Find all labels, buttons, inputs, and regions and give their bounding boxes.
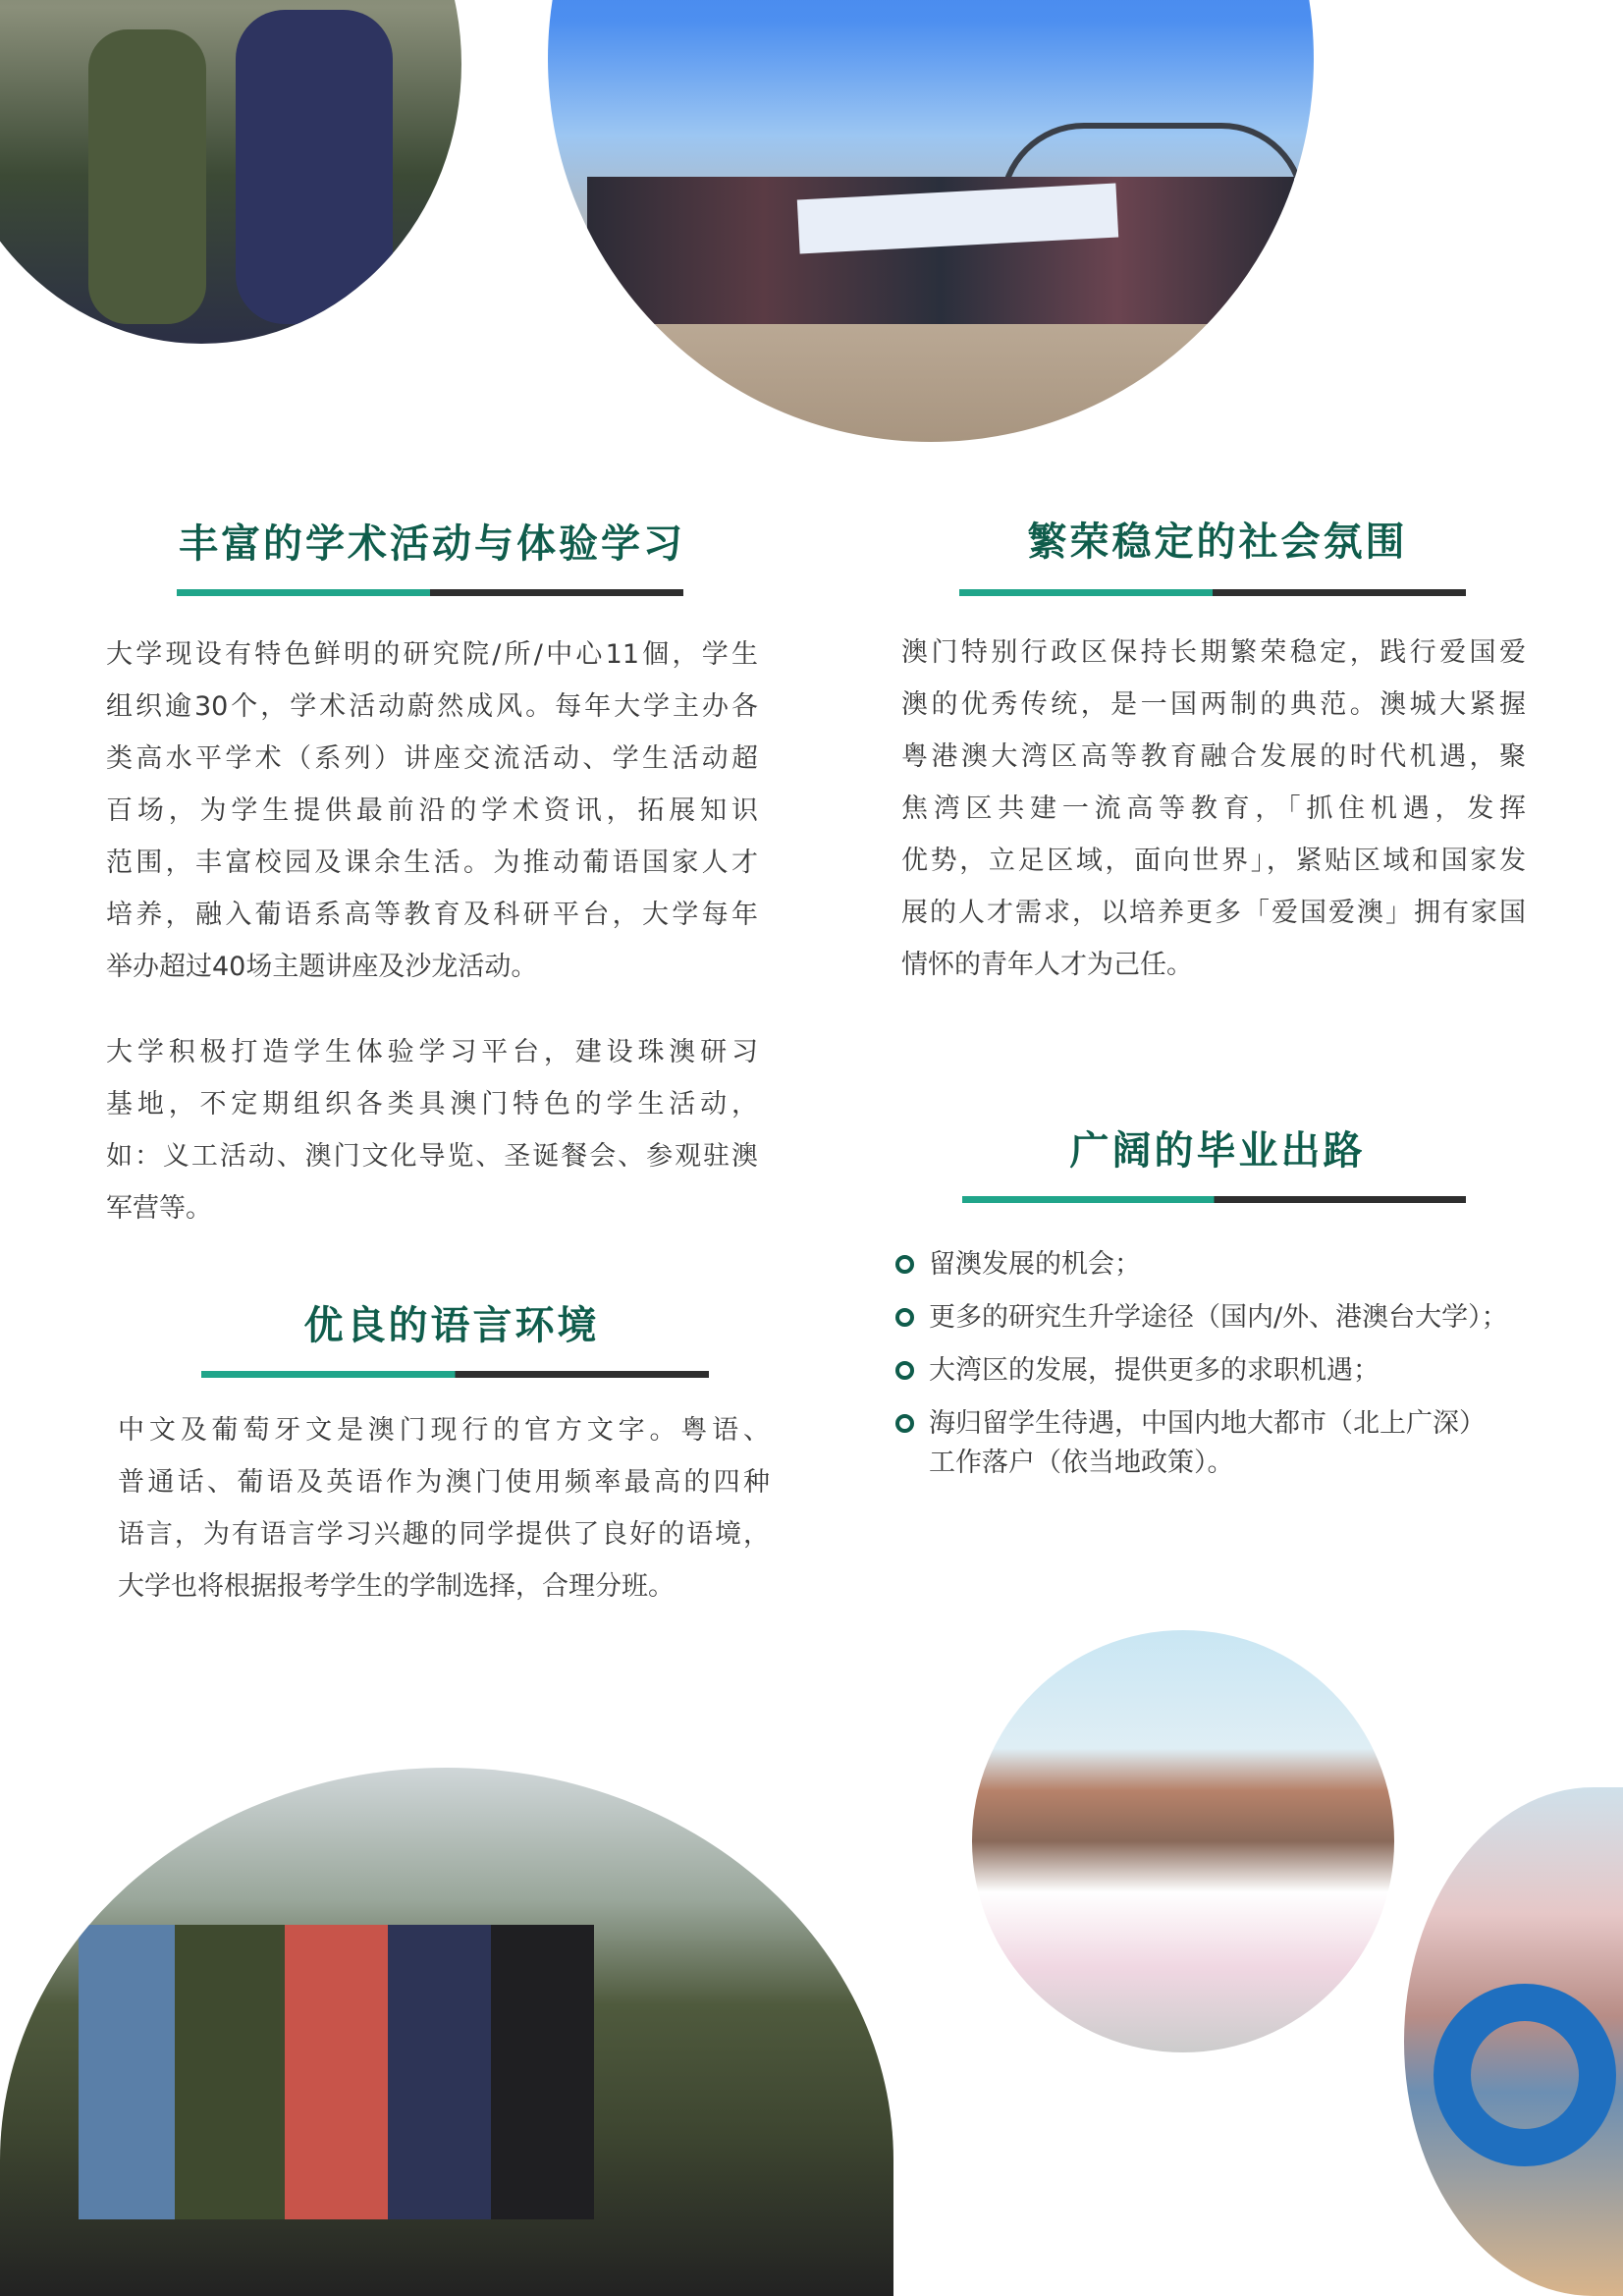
- text-line: 普通话、葡语及英语作为澳门使用频率最高的四种: [118, 1467, 770, 1498]
- text-line: 澳的优秀传统，是一国两制的典范。澳城大紧握: [901, 689, 1526, 720]
- text-line: 优势，立足区域，面向世界」，紧贴区域和国家发: [901, 846, 1526, 876]
- society-paragraph: [901, 627, 1526, 991]
- career-list-item: [895, 1298, 1524, 1338]
- career-item-text: 工作落户（依当地政策）。: [929, 1448, 1234, 1478]
- text-line: 范围，丰富校园及课余生活。为推动葡语国家人才: [106, 847, 758, 878]
- text-line: 粤港澳大湾区高等教育融合发展的时代机遇，聚: [901, 741, 1526, 772]
- text-line: 如：义工活动、澳门文化导览、圣诞餐会、参观驻澳: [106, 1141, 758, 1172]
- career-list-item: [895, 1245, 1524, 1285]
- heading-society: 繁荣稳定的社会氛围: [1027, 519, 1408, 565]
- bullet-circle-icon: [895, 1414, 914, 1433]
- language-paragraph: [118, 1404, 770, 1613]
- academic-paragraph-2: [106, 1026, 758, 1234]
- bullet-circle-icon: [895, 1308, 914, 1327]
- heading-rule: [177, 589, 683, 596]
- academic-paragraph-1: [106, 629, 758, 993]
- heading-academic: 丰富的学术活动与体验学习: [179, 521, 685, 567]
- text-line: 类高水平学术（系列）讲座交流活动、学生活动超: [106, 743, 758, 774]
- text-line: 大学也将根据报考学生的学制选择，合理分班。: [118, 1571, 675, 1602]
- heading-rule: [201, 1371, 709, 1378]
- career-list-item: [895, 1404, 1524, 1483]
- text-line: 大学现设有特色鲜明的研究院/所/中心11個，学生: [106, 639, 758, 670]
- heading-rule: [962, 1196, 1466, 1203]
- bullet-circle-icon: [895, 1255, 914, 1274]
- photo-students-with-soldier: [0, 1768, 893, 2296]
- heading-career: 广阔的毕业出路: [1069, 1128, 1366, 1174]
- bullet-circle-icon: [895, 1361, 914, 1380]
- career-list-item: [895, 1351, 1524, 1391]
- text-line: 基地，不定期组织各类具澳门特色的学生活动，: [106, 1089, 758, 1120]
- career-item-text: 更多的研究生升学途径（国内/外、港澳台大学）；: [929, 1302, 1508, 1333]
- photo-porto-summer-course: [972, 1630, 1394, 2052]
- text-line: 组织逾30个，学术活动蔚然成风。每年大学主办各: [106, 691, 758, 722]
- text-line: 百场，为学生提供最前沿的学术资讯，拓展知识: [106, 795, 758, 826]
- photo-campus-sculpture: [1404, 1787, 1623, 2296]
- career-item-text: 留澳发展的机会；: [929, 1249, 1141, 1280]
- career-item-text: 海归留学生待遇，中国内地大都市（北上广深）: [929, 1408, 1486, 1439]
- text-line: 焦湾区共建一流高等教育，「抓住机遇，发挥: [901, 793, 1526, 824]
- text-line: 军营等。: [106, 1193, 212, 1224]
- text-line: 语言，为有语言学习兴趣的同学提供了良好的语境，: [118, 1519, 770, 1550]
- text-line: 大学积极打造学生体验学习平台，建设珠澳研习: [106, 1037, 758, 1067]
- heading-rule: [959, 589, 1466, 596]
- text-line: 展的人才需求，以培养更多「爱国爱澳」拥有家国: [901, 898, 1526, 928]
- photo-sydney-harbour-group: [548, 0, 1314, 442]
- photo-military-visit: [0, 0, 461, 344]
- heading-language: 优良的语言环境: [303, 1303, 600, 1348]
- text-line: 培养，融入葡语系高等教育及科研平台，大学每年: [106, 900, 758, 930]
- text-line: 举办超过40场主题讲座及沙龙活动。: [106, 952, 538, 982]
- text-line: 情怀的青年人才为己任。: [901, 950, 1193, 980]
- text-line: 中文及葡萄牙文是澳门现行的官方文字。粤语、: [118, 1415, 770, 1446]
- text-line: 澳门特别行政区保持长期繁荣稳定，践行爱国爱: [901, 637, 1526, 668]
- career-item-text: 大湾区的发展，提供更多的求职机遇；: [929, 1355, 1380, 1386]
